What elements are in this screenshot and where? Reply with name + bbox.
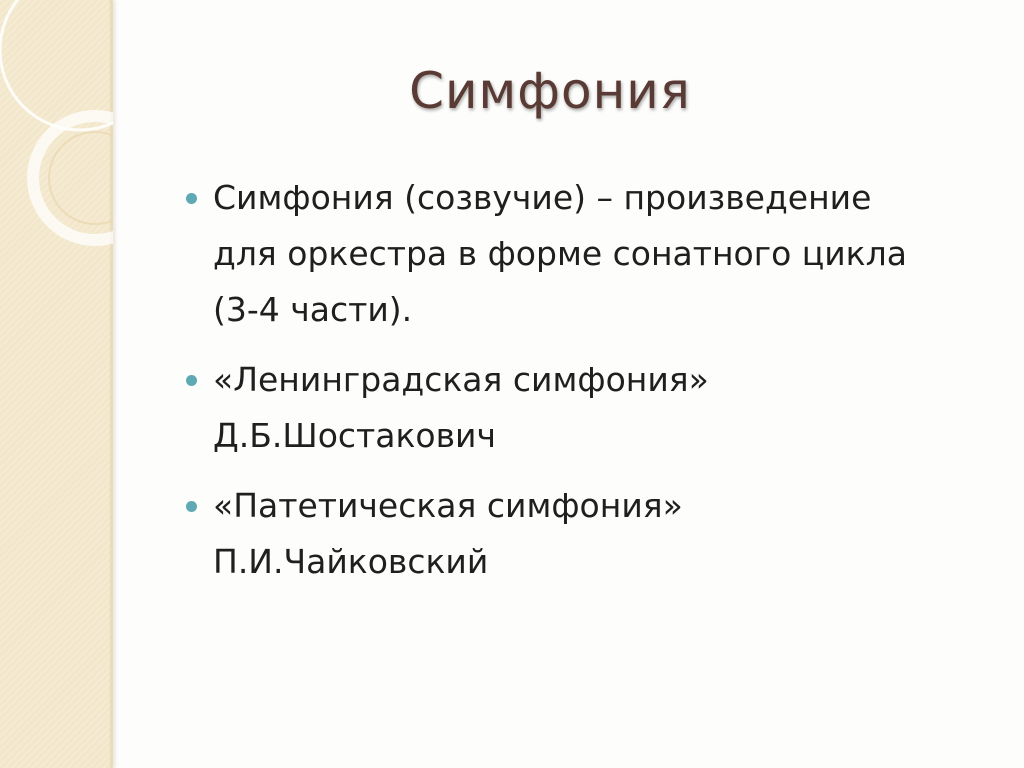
bullet-item-definition	[186, 170, 996, 338]
decorative-circles	[0, 0, 113, 768]
bullet-item-pathetique	[186, 478, 996, 590]
bullet-line: П.И.Чайковский	[213, 542, 489, 581]
bullet-line: (3-4 части).	[213, 290, 413, 329]
deco-circle-medium	[33, 116, 113, 240]
slide-title: Симфония	[409, 62, 691, 120]
bullet-dot-icon	[186, 501, 197, 512]
deco-circle-inner	[49, 132, 113, 224]
bullet-line: Д.Б.Шостакович	[213, 416, 496, 455]
bullet-line: «Ленинградская симфония»	[213, 360, 709, 399]
bullet-dot-icon	[186, 193, 197, 204]
bullet-line: Симфония (созвучие) – произведение	[213, 178, 872, 217]
bullet-item-leningrad	[186, 352, 996, 464]
bullet-line: для оркестра в форме сонатного цикла	[213, 234, 907, 273]
bullet-list	[186, 170, 996, 604]
bullet-dot-icon	[186, 375, 197, 386]
bullet-line: «Патетическая симфония»	[213, 486, 683, 525]
